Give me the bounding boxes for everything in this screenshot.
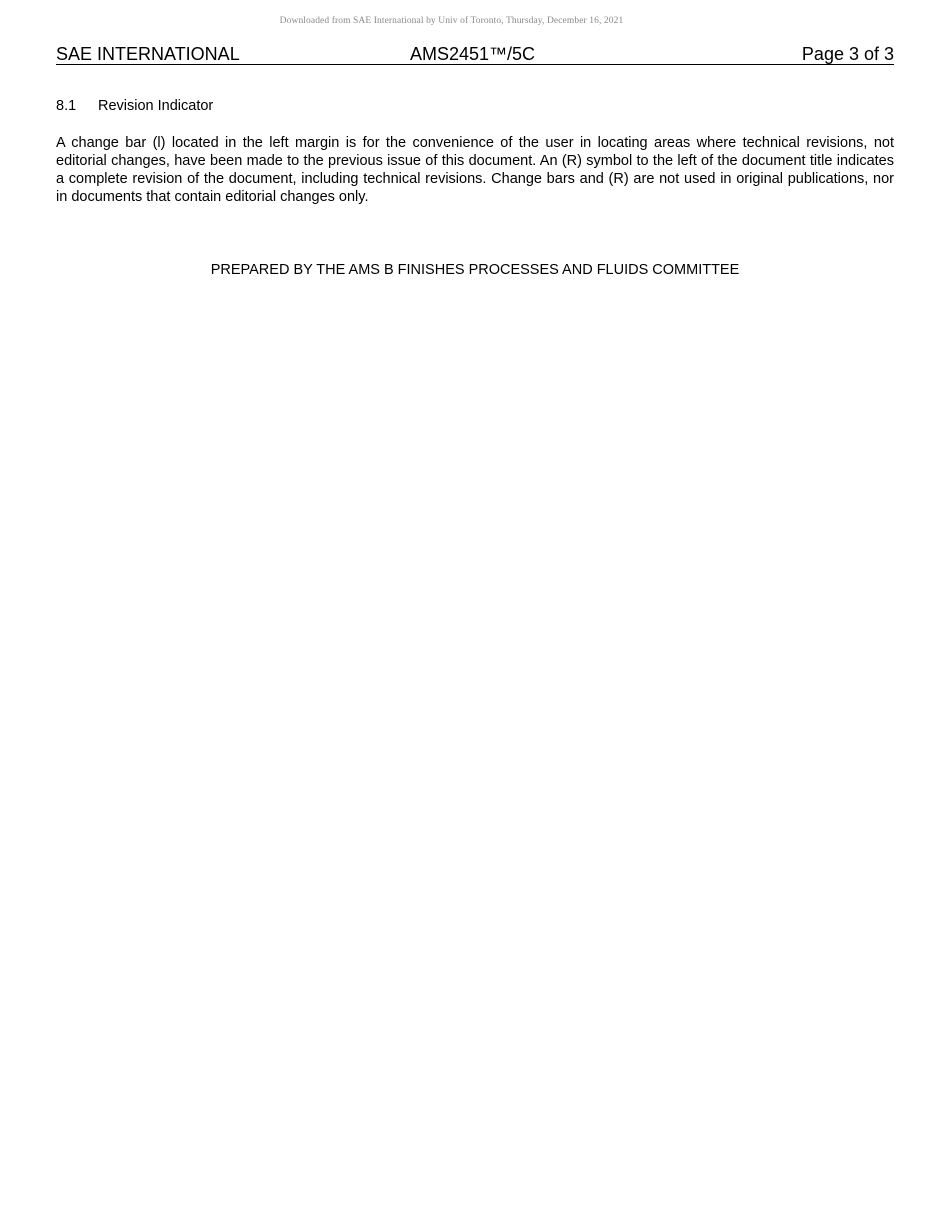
section-title: Revision Indicator bbox=[98, 98, 214, 114]
running-header bbox=[56, 44, 894, 65]
page-number: Page 3 of 3 bbox=[801, 44, 894, 64]
document-number: AMS2451™/5C bbox=[410, 44, 536, 64]
section-heading bbox=[56, 98, 213, 115]
prepared-by-statement: PREPARED BY THE AMS B FINISHES PROCESSES AND FLUIDS COMMITTEE bbox=[210, 262, 740, 278]
revision-indicator-paragraph: A change bar (l) located in the left margin is for the convenience of the user in locating areas where technical revisions, not editorial changes, have been made to the previous issue of this document. An (R) symbol to the left of the document title indicates a complete revision of the document, including technical revisions. Change bars and (R) are not used in original publications, nor in documents that contain editorial changes only. bbox=[56, 135, 894, 205]
organization-name: SAE INTERNATIONAL bbox=[56, 44, 240, 64]
download-notice: Downloaded from SAE International by Univ of Toronto, Thursday, December 16, 2021 bbox=[279, 16, 624, 26]
section-number: 8.1 bbox=[56, 98, 77, 114]
